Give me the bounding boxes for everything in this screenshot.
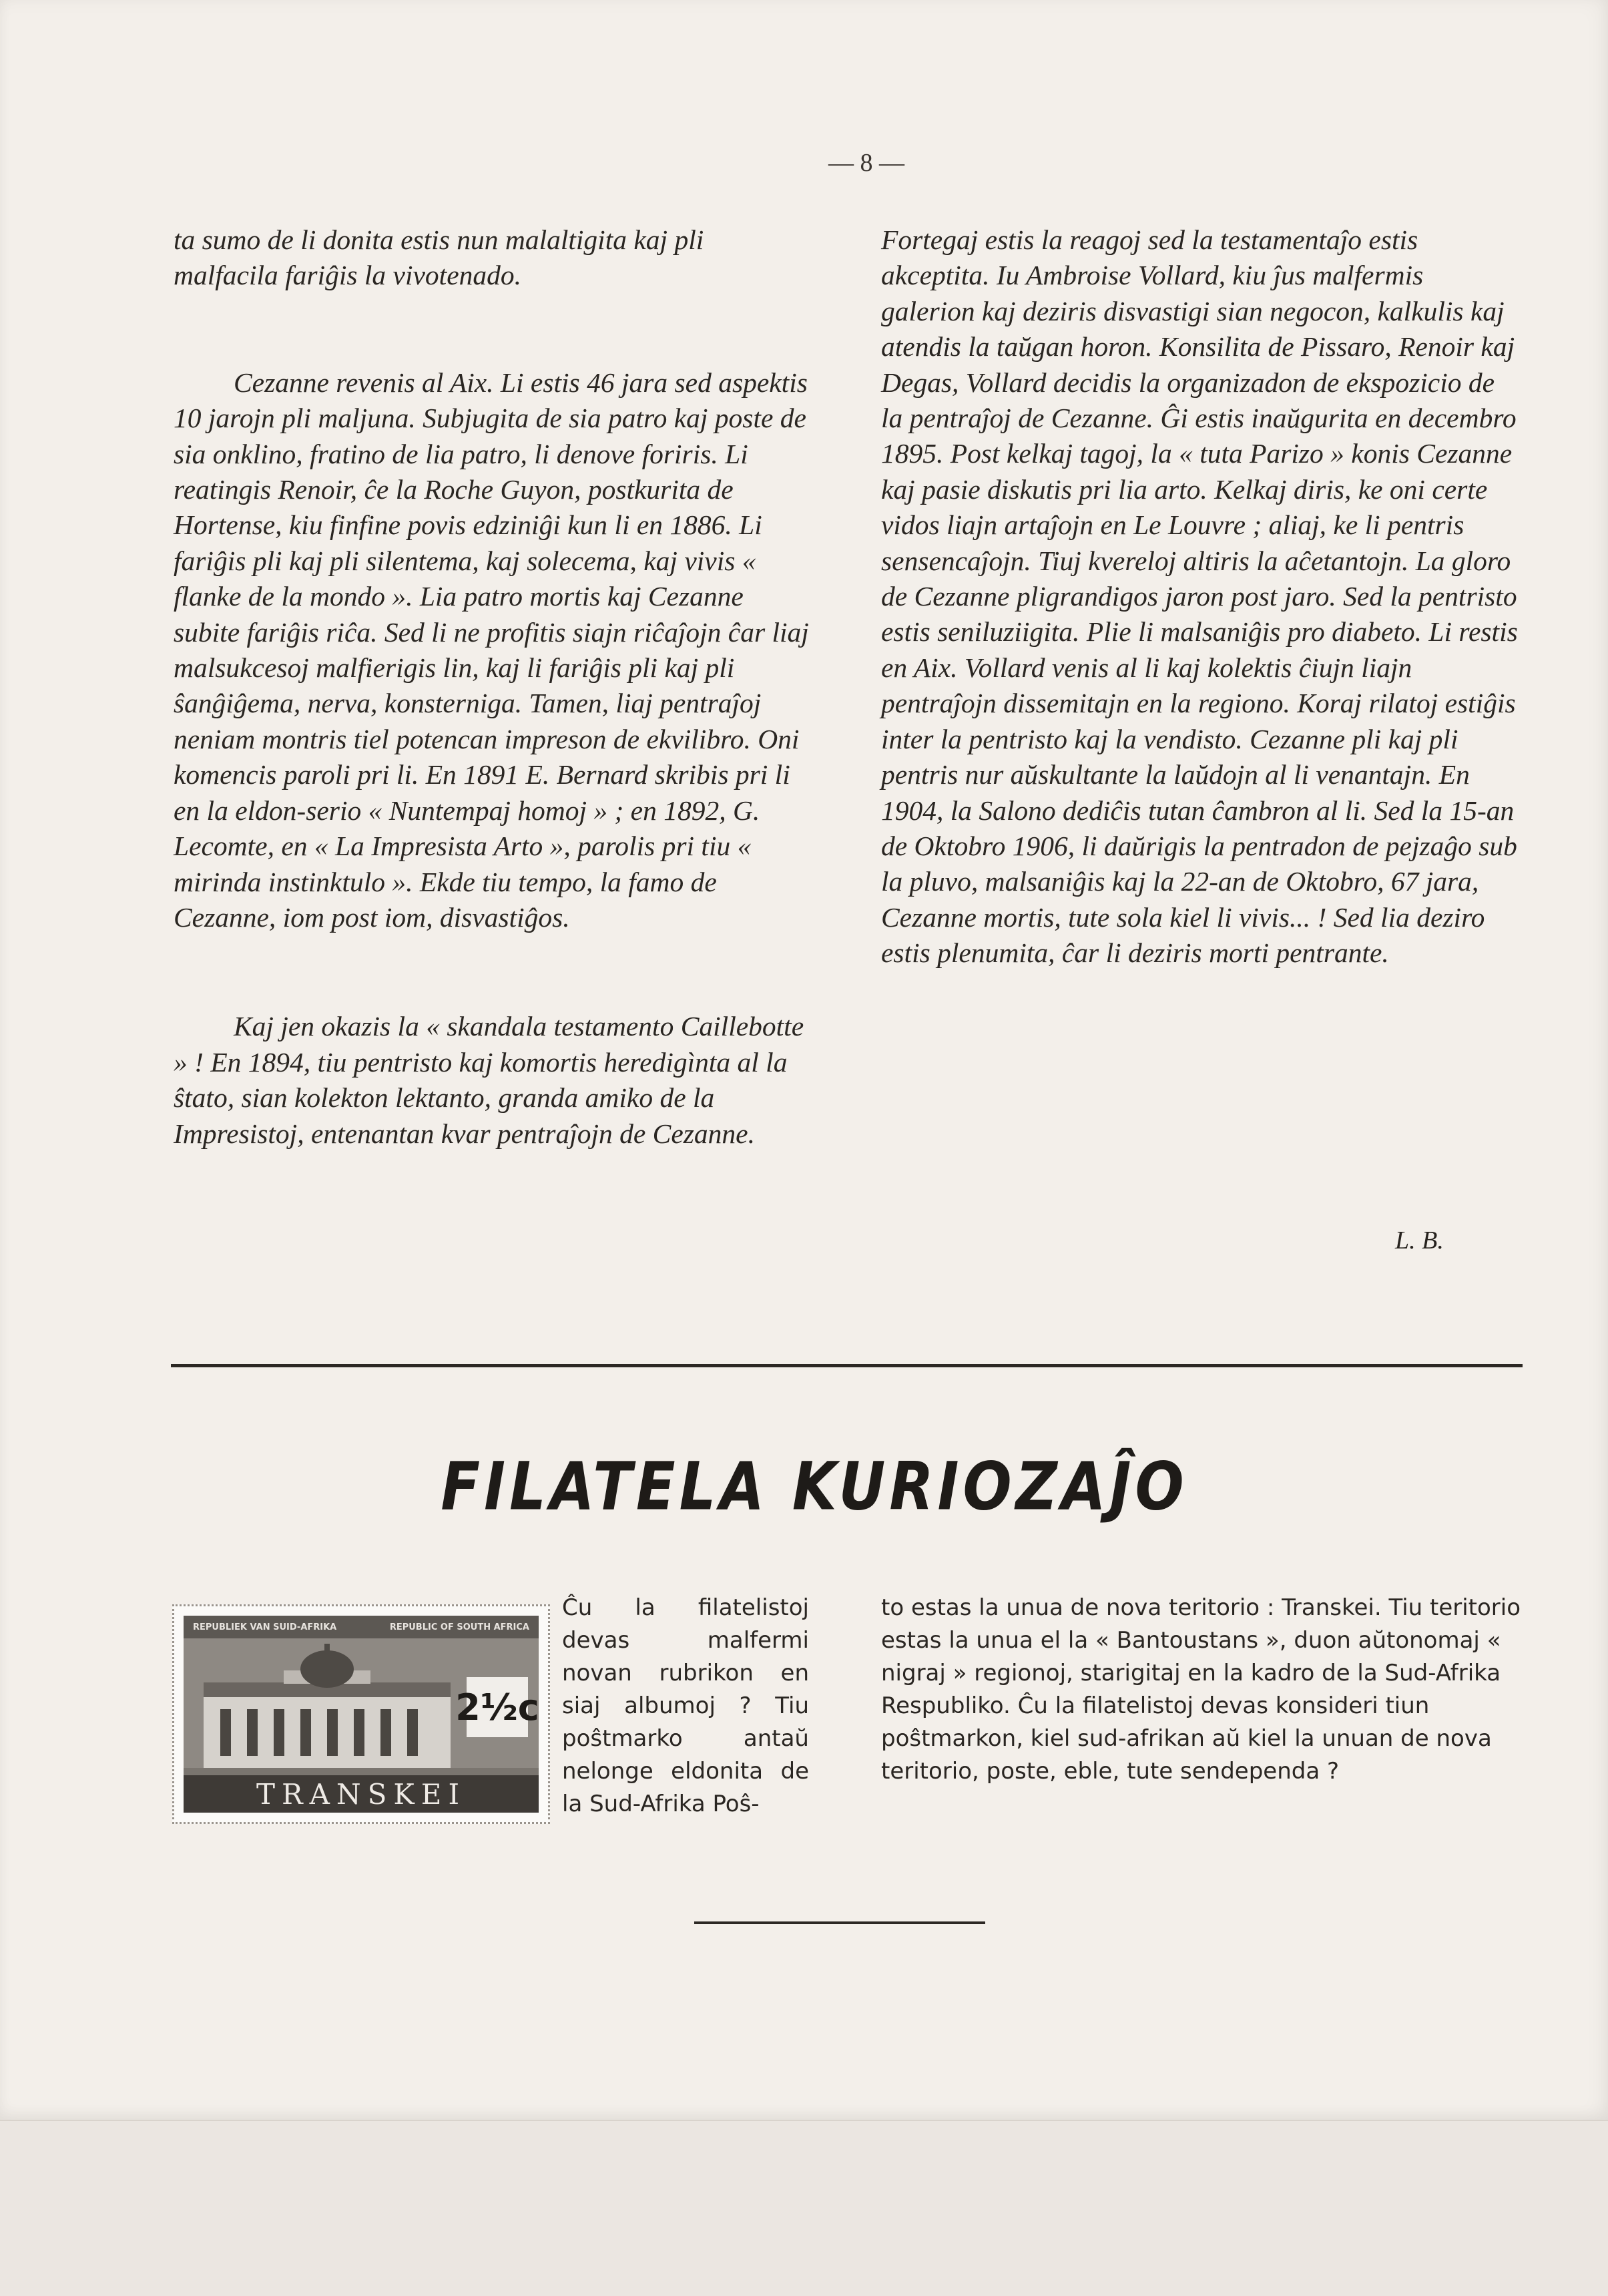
- stamp-country-label: TRANSKEI: [184, 1775, 539, 1813]
- left-paragraph-3: Kaj jen okazis la « skandala testamento Caillebotte » ! En 1894, tiu pentristo kaj komortis heredigìnta al la ŝtato, sian kolekton lektanto, granda amiko de la Impresistoj, entenantan kvar pentraĵojn de Cezanne.: [174, 1011, 804, 1149]
- stamp-header-right: REPUBLIC OF SOUTH AFRICA: [389, 1622, 529, 1632]
- author-signature: L. B.: [1395, 1226, 1444, 1254]
- stamp-header-left: REPUBLIEK VAN SUID-AFRIKA: [193, 1622, 337, 1632]
- postage-stamp-image: [172, 1604, 550, 1824]
- filatela-text-left: Ĉu la filatelistoj devas malfermi novan rubrikon en siaj albumoj ? Tiu poŝtmarko antaŭ nelonge eldonita de la Sud-Afrika Poŝ-: [562, 1594, 809, 1817]
- section-title: FILATELA KURIOZAĴO: [441, 1448, 1188, 1526]
- stamp-value: 2½c: [467, 1677, 528, 1737]
- left-paragraph-1: ta sumo de li donita estis nun malaltigita kaj pli malfacila fariĝis la vivotenado.: [174, 224, 704, 291]
- stamp-picture: [184, 1616, 539, 1813]
- page-margin-bottom: [0, 2120, 1608, 2296]
- right-column: [881, 222, 1522, 971]
- left-paragraph-2: Cezanne revenis al Aix. Li estis 46 jara sed aspektis 10 jarojn pli maljuna. Subjugita de sia patro kaj poste de sia onklino, fratino de lia patro, li denove foriris. Li reatingis Renoir, ĉe la Roche Guyon, postkurita de Hortense, kiu finfine povis edziniĝi kun li en 1886. Li fariĝis pli kaj pli silentema, kaj solecema, kaj vivis « flanke de la mondo ». Lia patro mortis kaj Cezanne subite fariĝis riĉa. Sed li ne profitis siajn riĉaĵojn ĉar liaj malsukcesoj malfierigis lin, kaj li fariĝis pli kaj pli ŝanĝiĝema, nerva, konsterniga. Tamen, liaj pentraĵoj neniam montris tiel potencan impreson de ekvilibro. Oni komencis paroli pri li. En 1891 E. Bernard skribis pri li en la eldon-serio « Nuntempaj homoj » ; en 1892, G. Lecomte, en « La Impresista Arto », parolis pri tiu « mirinda instinktulo ». Ekde tiu tempo, la famo de Cezanne, iom post iom, disvastiĝos.: [174, 367, 809, 933]
- right-paragraph: Fortegaj estis la reagoj sed la testamentaĵo estis akceptita. Iu Ambroise Vollard, kiu ĵus malfermis galerion kaj deziris disvastigi sian negocon, kalkulis kaj atendis la taŭgan horon. Konsilita de Pissaro, Renoir kaj Degas, Vollard decidis la organizadon de ekspozicio de la pentraĵoj de Cezanne. Ĝi estis inaŭgurita en decembro 1895. Post kelkaj tagoj, la « tuta Parizo » konis Cezanne kaj pasie diskutis pri lia arto. Kelkaj diris, ke oni certe vidos liajn artaĵojn en Le Louvre ; aliaj, ke li pentris sensencaĵojn. Tiuj kvereloj altiris la aĉetantojn. La gloro de Cezanne pligrandigos jaron post jaro. Sed la pentristo estis seniluziigita. Plie li malsaniĝis pro diabeto. Li restis en Aix. Vollard venis al li kaj kolektis ĉiujn liajn pentraĵojn dissemitajn en la regiono. Koraj rilatoj estiĝis inter la pentristo kaj la vendisto. Cezanne pli kaj pli pentris nur aŭskultante la laŭdojn al li venantajn. En 1904, la Salono dediĉis tutan ĉambron al li. Sed la 15-an de Oktobro 1906, li daŭrigis la pentradon de pejzaĝo sub la pluvo, malsaniĝis kaj la 22-an de Oktobro, 67 jara, Cezanne mortis, tute sola kiel li vivis... ! Sed lia deziro estis plenumita, ĉar li deziris morti pentrante.: [881, 224, 1518, 969]
- filatela-text-right: to estas la unua de nova teritorio : Transkei. Tiu teritorio estas la unua el la « Bantoustans », duon aŭtonomaj « nigraj » regionoj, starigitaj en la kadro de la Sud-Afrika Respubliko. Ĉu la filatelistoj devas konsideri tiun poŝtmarkon, kiel sud-afrikan aŭ kiel la unuan de nova teritorio, poste, eble, tute sendependa ?: [881, 1594, 1521, 1785]
- left-column: [174, 222, 814, 1152]
- end-rule: [694, 1921, 985, 1924]
- section-divider: [171, 1364, 1523, 1367]
- page-number: — 8 —: [828, 149, 904, 177]
